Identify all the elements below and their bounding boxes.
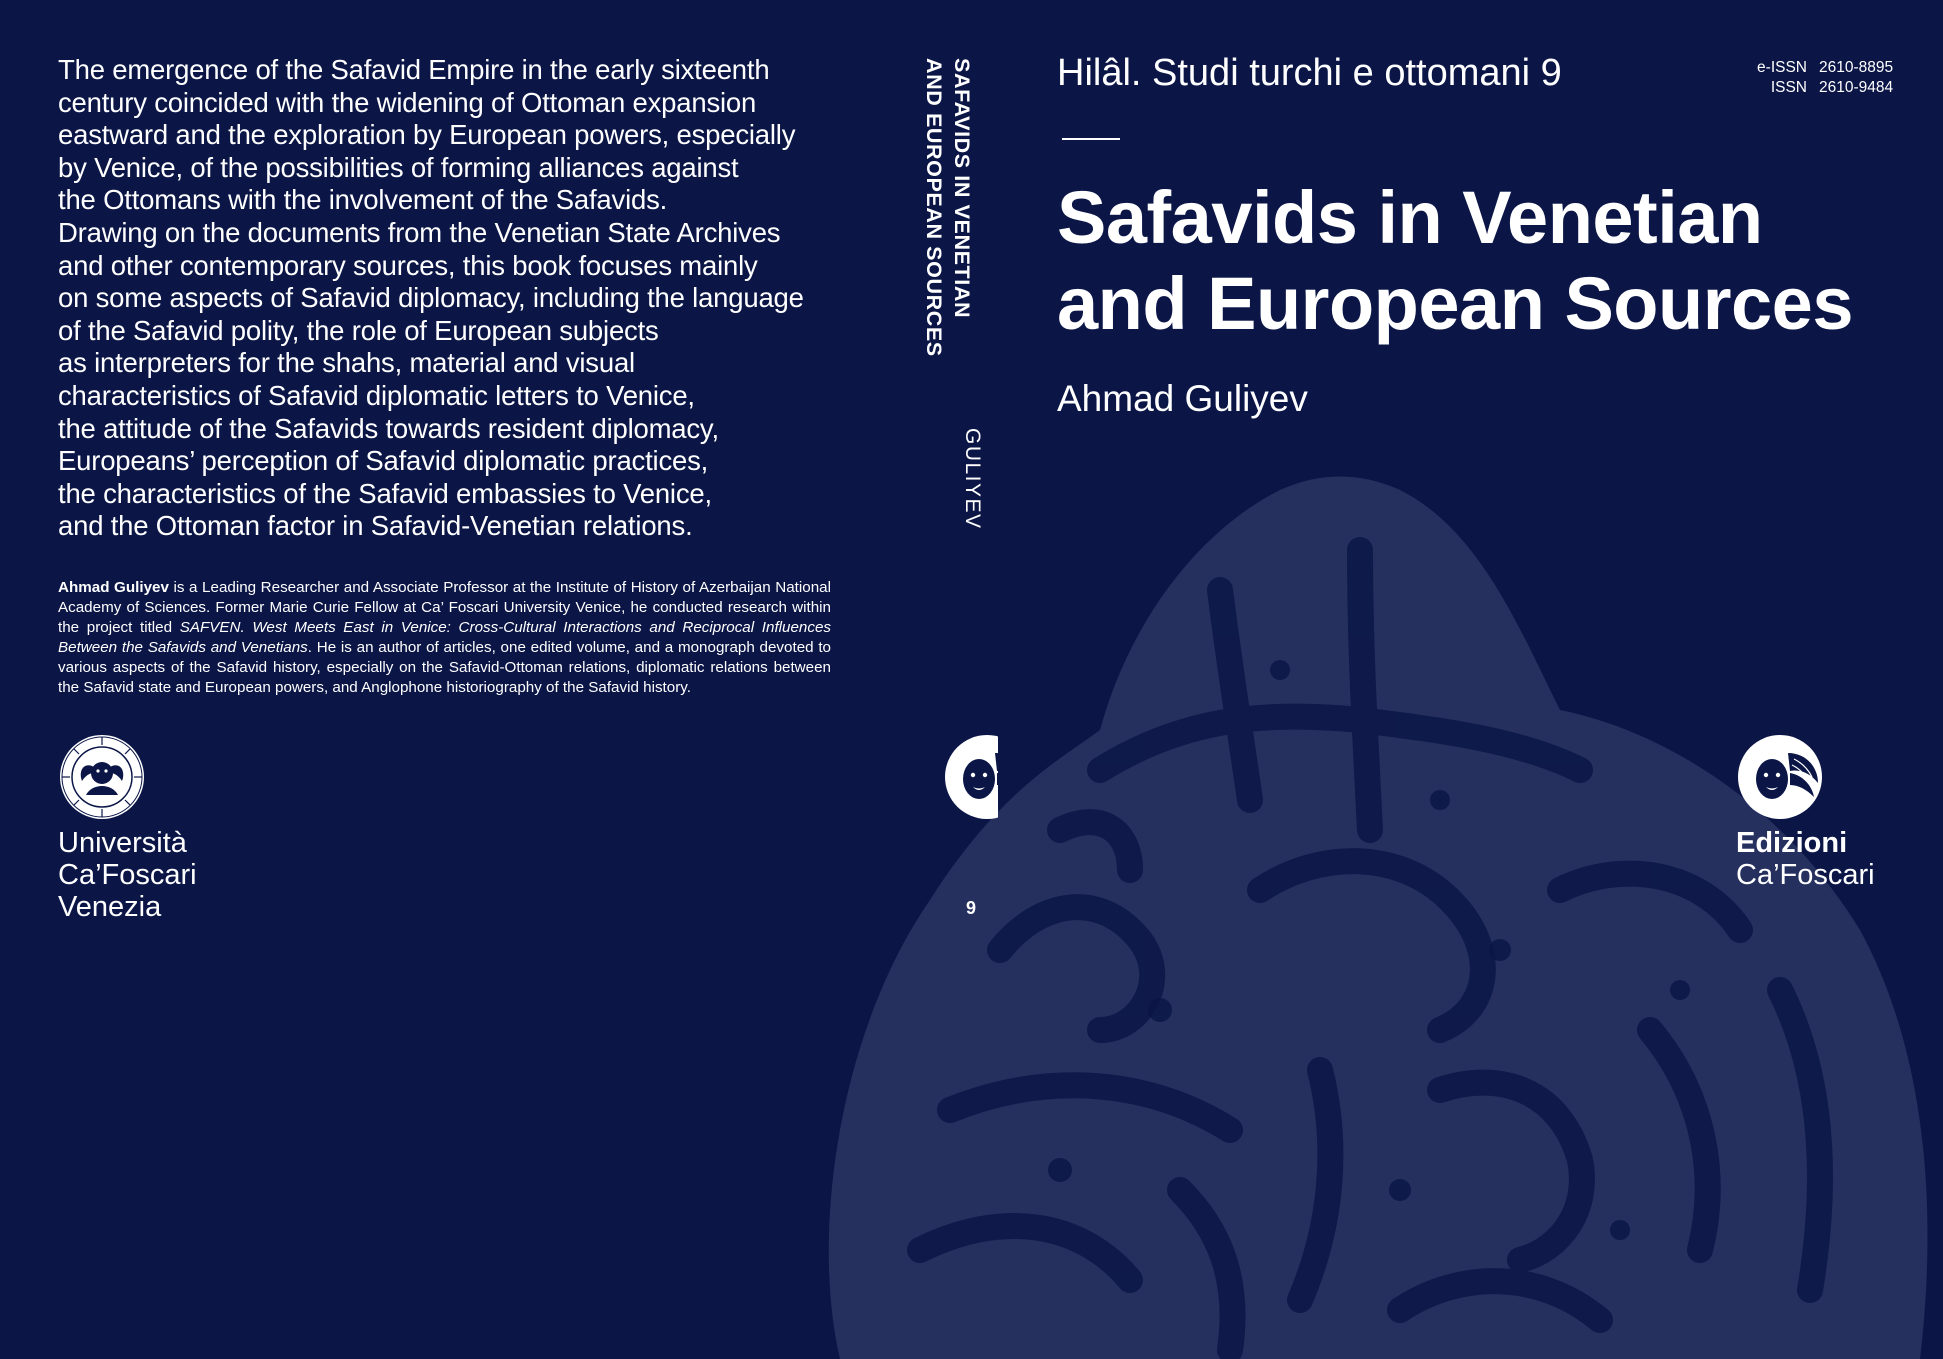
issn-row-print xyxy=(1735,78,1893,98)
series-title: Hilâl. Studi turchi e ottomani 9 xyxy=(1057,52,1562,94)
issn-label: e-ISSN xyxy=(1757,59,1807,76)
publisher-line-2: Ca’Foscari xyxy=(1736,859,1875,891)
author-bio-name: Ahmad Guliyev xyxy=(58,579,169,596)
lion-logo-icon xyxy=(943,733,998,821)
spine-author: GULIYEV xyxy=(961,428,984,530)
author-bio xyxy=(58,578,831,698)
book-author: Ahmad Guliyev xyxy=(1057,378,1308,419)
title-divider xyxy=(1062,138,1120,140)
issn-block xyxy=(1735,58,1893,98)
book-title: Safavids in Venetian and European Sources xyxy=(1057,176,1853,345)
author-bio-text-2: . He is an author of articles, one edited volume, and a monograph devoted to various aspects of the Safavid history, especially on the Safavid-Ottoman relations, diplomatic relations between the Safavid state and European powers, and Anglophone historiography of the Safavid history. xyxy=(58,639,832,696)
publisher-name xyxy=(1736,827,1875,891)
issn-value: 2610-9484 xyxy=(1819,79,1894,96)
university-seal-icon xyxy=(58,733,146,821)
spine-lion-logo xyxy=(943,733,998,821)
spine-title: SAFAVIDS IN VENETIAN AND EUROPEAN SOURCES xyxy=(922,58,974,357)
back-cover-blurb: The emergence of the Safavid Empire in the early sixteenth century coincided with the widening of Ottoman expansion eastward and the exploration by European powers, especially by Venice, of the possibilities of forming alliances against the Ottomans with the involvement of the Safavids. Drawing on the documents from the Venetian State Archives and other contemporary sources, this book focuses mainly on some aspects of Safavid diplomacy, including the language of the Safavid polity, the role of European subjects as interpreters for the shahs, material and visual characteristics of Safavid diplomatic letters to Venice, the attitude of the Safavids towards resident diplomacy, Europeans’ perception of Safavid diplomatic practices, the characteristics of the Safavid embassies to Venice, and the Ottoman factor in Safavid-Venetian relations. xyxy=(58,54,804,542)
lion-logo-icon xyxy=(1736,733,1824,821)
issn-value: 2610-8895 xyxy=(1819,59,1894,76)
publisher-line-1: Edizioni xyxy=(1736,827,1848,859)
issn-label: ISSN xyxy=(1770,79,1807,96)
spine-volume-number: 9 xyxy=(965,898,976,918)
author-bio-project: SAFVEN. West Meets East in Venice: Cross-Cultural Interactions and Reciprocal Influences Between the Safavids and Venetians xyxy=(58,619,832,656)
issn-row-electronic xyxy=(1735,58,1893,78)
university-name: Università Ca’Foscari Venezia xyxy=(58,827,197,923)
author-bio-text-1: is a Leading Researcher and Associate Professor at the Institute of History of Azerbaijan National Academy of Sciences. Former Marie Curie Fellow at Ca’ Foscari University Venice, he conducted research within the project titled xyxy=(58,579,831,636)
